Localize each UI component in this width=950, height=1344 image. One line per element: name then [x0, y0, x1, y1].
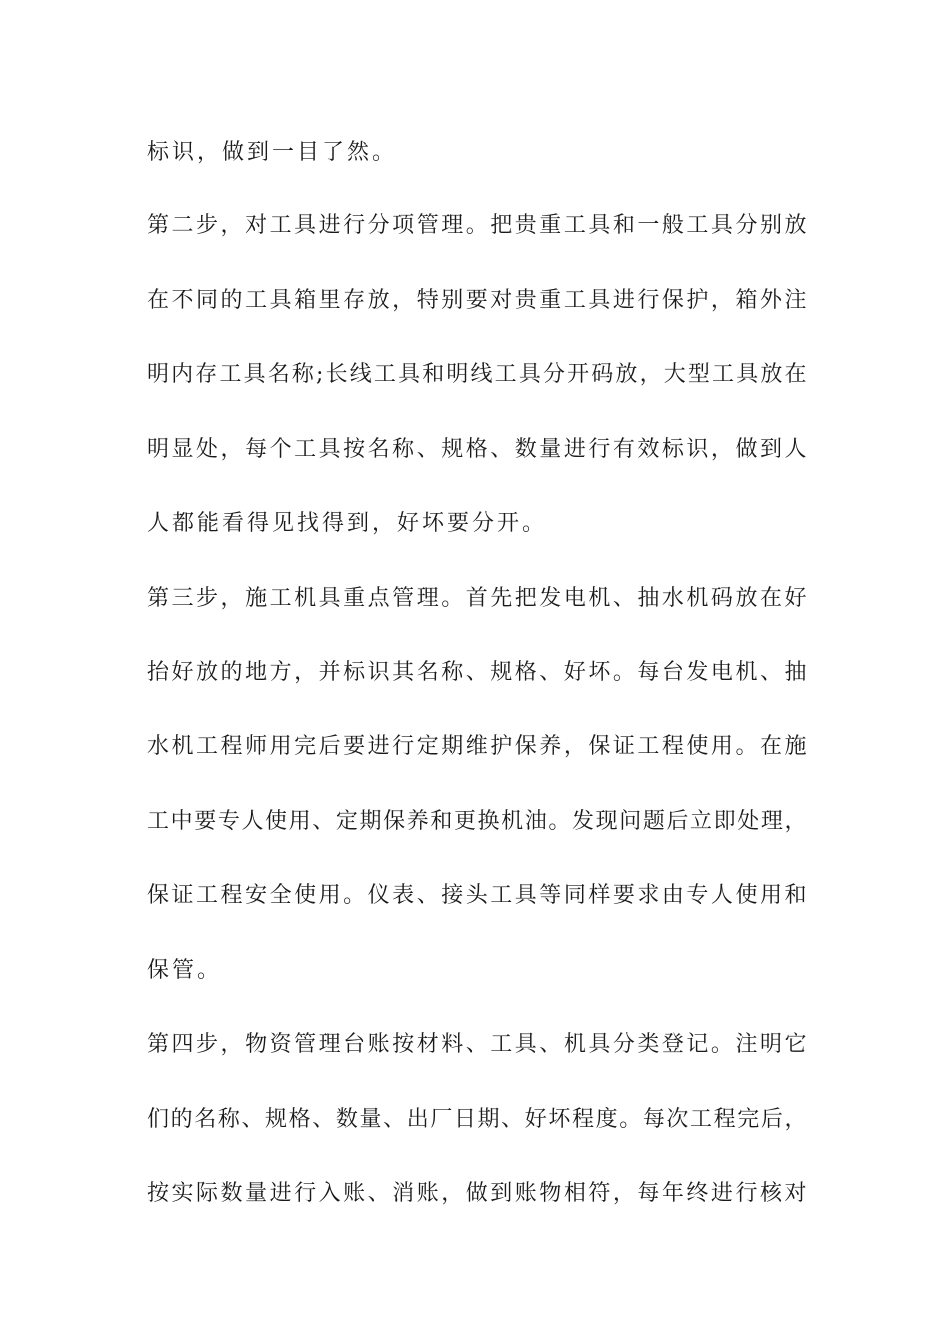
- text-line-12: 保管。: [147, 958, 223, 983]
- text-line-3: 在不同的工具箱里存放，特别要对贵重工具进行保护，箱外注: [147, 288, 807, 313]
- text-line-1: 标识，做到一目了然。: [147, 140, 398, 165]
- text-line-2: 第二步，对工具进行分项管理。把贵重工具和一般工具分别放: [147, 213, 807, 238]
- text-line-6: 人都能看得见找得到，好坏要分开。: [147, 511, 548, 536]
- text-line-14: 们的名称、规格、数量、出厂日期、好坏程度。每次工程完后，: [147, 1107, 807, 1132]
- text-line-11: 保证工程安全使用。仪表、接头工具等同样要求由专人使用和: [147, 883, 807, 908]
- text-line-15: 按实际数量进行入账、消账，做到账物相符，每年终进行核对: [147, 1181, 807, 1206]
- text-line-10: 工中要专人使用、定期保养和更换机油。发现问题后立即处理，: [147, 809, 807, 834]
- text-line-13: 第四步，物资管理台账按材料、工具、机具分类登记。注明它: [147, 1032, 807, 1057]
- text-line-9: 水机工程师用完后要进行定期维护保养，保证工程使用。在施: [147, 734, 807, 759]
- text-line-7: 第三步，施工机具重点管理。首先把发电机、抽水机码放在好: [147, 586, 807, 611]
- text-line-4: 明内存工具名称;长线工具和明线工具分开码放，大型工具放在: [147, 362, 807, 387]
- text-line-8: 抬好放的地方，并标识其名称、规格、好坏。每台发电机、抽: [147, 660, 807, 685]
- text-line-5: 明显处，每个工具按名称、规格、数量进行有效标识，做到人: [147, 437, 807, 462]
